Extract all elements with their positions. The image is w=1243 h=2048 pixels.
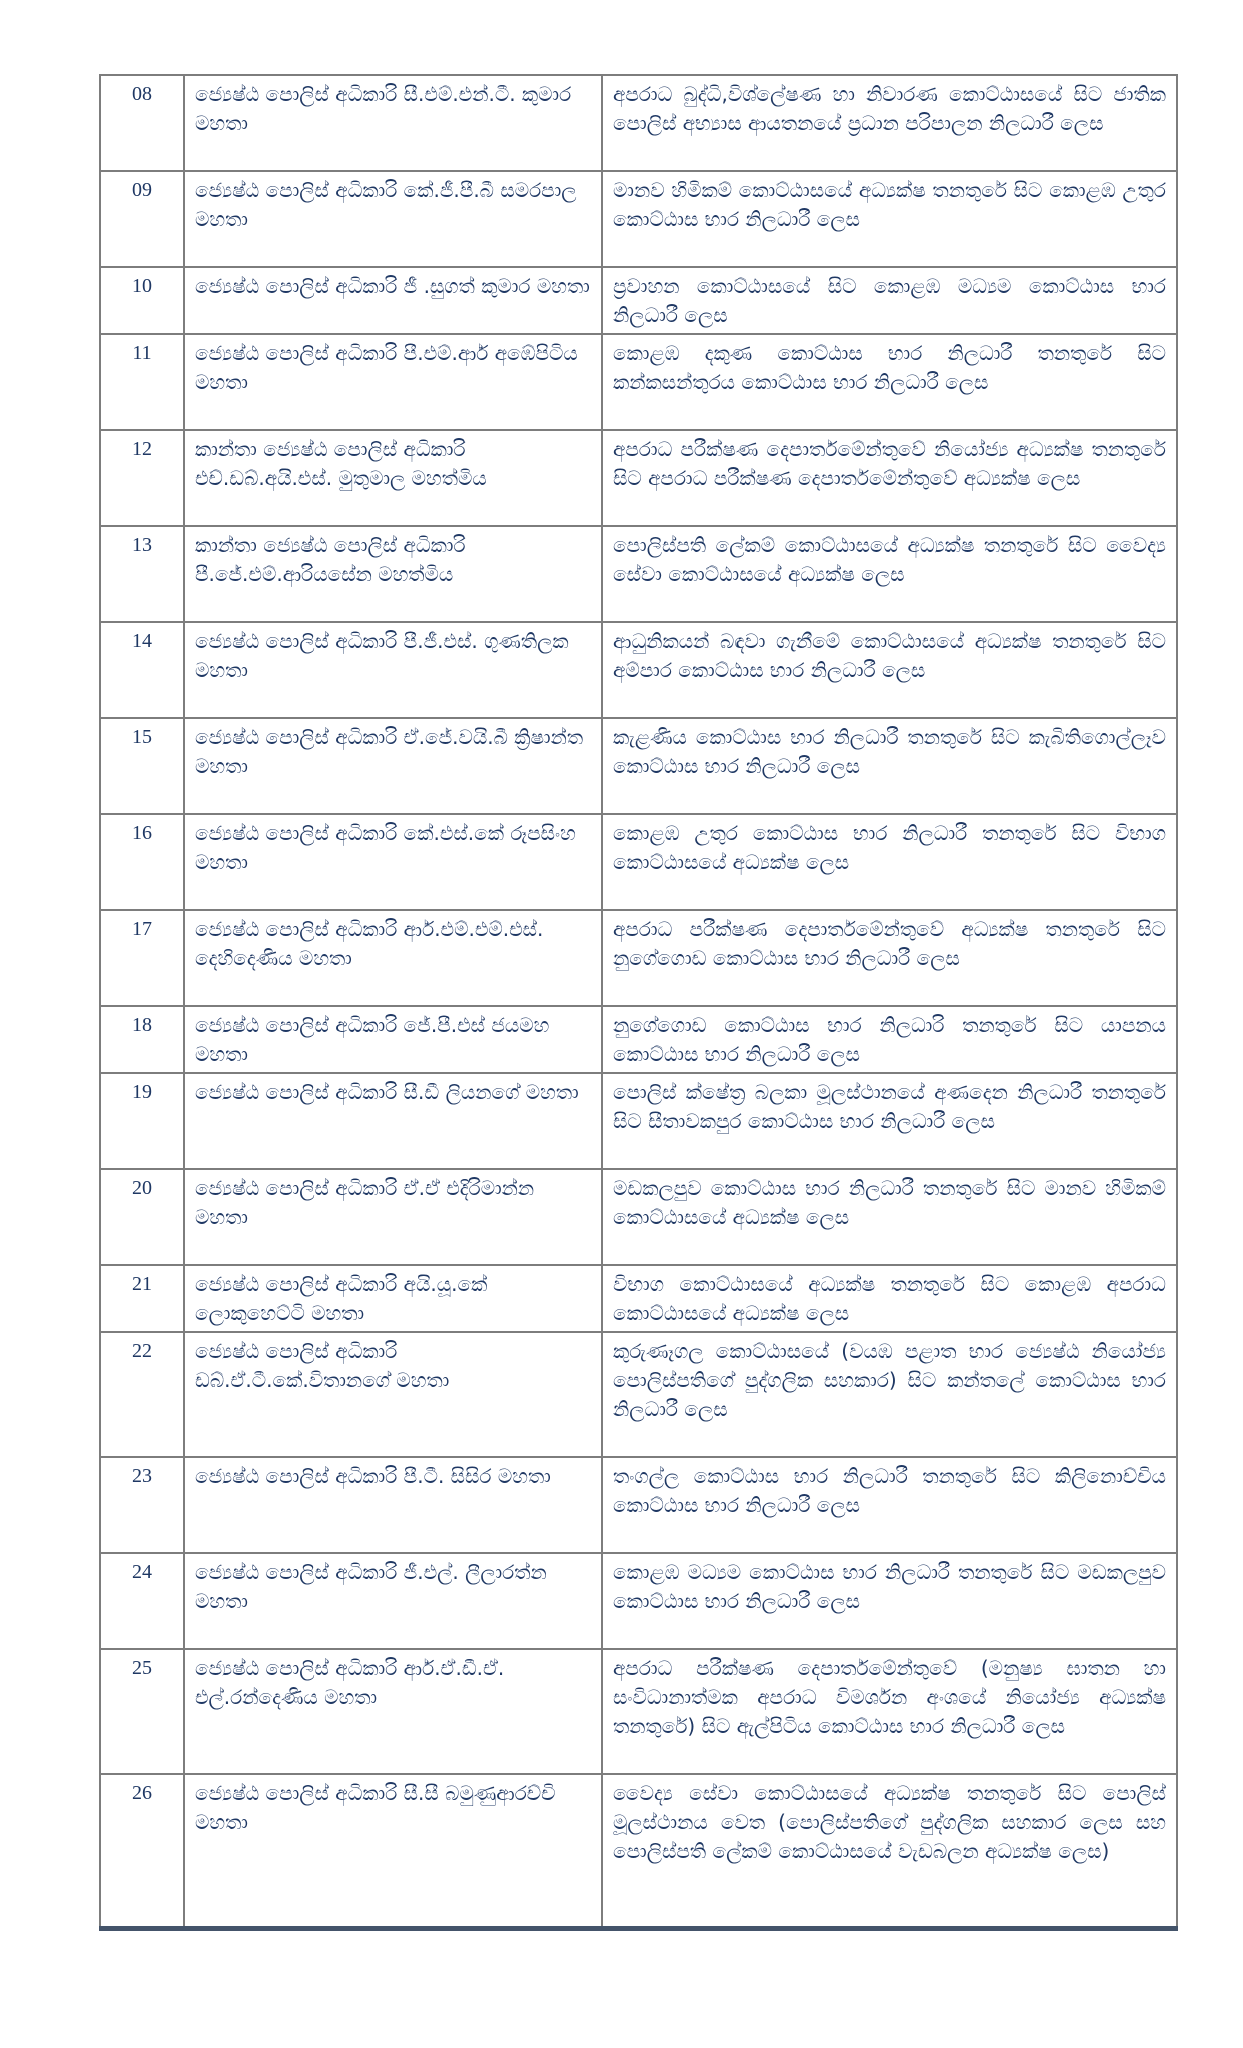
officer-name: ජ්‍යෙෂ්ඨ පොලිස් අධිකාරි පී.එම්.ආර් අඹේපිටිය මහතා <box>184 334 602 430</box>
officer-name: ජ්‍යෙෂ්ඨ පොලිස් අධිකාරි සී.ඩී ලියනගේ මහතා <box>184 1073 602 1169</box>
officer-name: ජ්‍යෙෂ්ඨ පොලිස් අධිකාරි අයි.යූ.කේ ලොකුහෙට්ටි මහතා <box>184 1265 602 1332</box>
transfer-detail: අපරාධ බුද්ධි,විශ්ලේෂණ හා නිවාරණ කොට්ඨාසයේ සිට ජාතික පොලිස් අභ්‍යාස ආයතනයේ ප්‍රධාන පරිපාලන නිලධාරී ලෙස <box>602 75 1177 171</box>
row-number: 19 <box>100 1073 184 1169</box>
table-row <box>100 1553 1177 1649</box>
table-row <box>100 1774 1177 1928</box>
transfer-detail: මානව හිමිකම් කොට්ඨාසයේ අධ්‍යක්ෂ තනතුරේ සිට කොළඹ උතුර කොට්ඨාස භාර නිලධාරී ලෙස <box>602 171 1177 267</box>
transfer-detail: අපරාධ පරීක්ෂණ දෙපාර්තමේන්තුවේ (මනුෂ්‍ය ඝාතන හා සංවිධානාත්මක අපරාධ විමර්ශන අංශයේ නියෝජ්‍ය අධ්‍යක්ෂ තනතුරේ) සිට ඇල්පිටිය කොට්ඨාස භාර නිලධාරී ලෙස <box>602 1649 1177 1774</box>
row-number: 20 <box>100 1169 184 1265</box>
table-row <box>100 267 1177 334</box>
officer-name: කාන්තා ජ්‍යෙෂ්ඨ පොලිස් අධිකාරි එච්.ඩබ්.අයි.එස්. මුතුමාල මහත්මිය <box>184 430 602 526</box>
row-number: 15 <box>100 718 184 814</box>
transfer-detail: අපරාධ පරීක්ෂණ දෙපාර්තමේන්තුවේ අධ්‍යක්ෂ තනතුරේ සිට නුගේගොඩ කොට්ඨාස භාර නිලධාරී ලෙස <box>602 910 1177 1006</box>
officer-name: කාන්තා ජ්‍යෙෂ්ඨ පොලිස් අධිකාරි පී.ජේ.එම්.ආරියසේන මහත්මිය <box>184 526 602 622</box>
officer-name: ජ්‍යෙෂ්ඨ පොලිස් අධිකාරි ආර්.ඒ.ඩී.ඒ. එල්.රන්දෙණිය මහතා <box>184 1649 602 1774</box>
table-body <box>100 75 1177 1928</box>
table-row <box>100 1006 1177 1073</box>
row-number: 26 <box>100 1774 184 1928</box>
row-number: 23 <box>100 1457 184 1553</box>
row-number: 24 <box>100 1553 184 1649</box>
officer-name: ජ්‍යෙෂ්ඨ පොලිස් අධිකාරි ඒ.ජේ.වයි.බී ක්‍රිෂාන්ත මහතා <box>184 718 602 814</box>
table-row <box>100 718 1177 814</box>
transfer-detail: පොලිස් ක්ෂේත්‍ර බලකා මූලස්ථානයේ අණදෙන නිලධාරී තනතුරේ සිට සීතාවකපුර කොට්ඨාස භාර නිලධාරී ලෙස <box>602 1073 1177 1169</box>
table-row <box>100 1649 1177 1774</box>
row-number: 21 <box>100 1265 184 1332</box>
transfer-detail: පොලිස්පති ලේකම් කොට්ඨාසයේ අධ්‍යක්ෂ තනතුරේ සිට වෛද්‍ය සේවා කොට්ඨාසයේ අධ්‍යක්ෂ ලෙස <box>602 526 1177 622</box>
officer-name: ජ්‍යෙෂ්ඨ පොලිස් අධිකාරි සී.එම්.එන්.ටී. කුමාර මහතා <box>184 75 602 171</box>
transfer-detail: කුරුණෑගල කොට්ඨාසයේ (වයඹ පළාත භාර ජ්‍යෙෂ්ඨ නියෝජ්‍ය පොලිස්පතිගේ පුද්ගලික සහකාර) සිට කන්තලේ කොට්ඨාස භාර නිලධාරී ලෙස <box>602 1332 1177 1457</box>
table-row <box>100 1169 1177 1265</box>
table-row <box>100 1332 1177 1457</box>
transfer-detail: වෛද්‍ය සේවා කොට්ඨාසයේ අධ්‍යක්ෂ තනතුරේ සිට පොලිස් මූලස්ථානය වෙත (පොලිස්පතිගේ පුද්ගලික සහකාර ලෙස සහ පොලිස්පති ලේකම් කොට්ඨාසයේ වැඩබලන අධ්‍යක්ෂ ලෙස) <box>602 1774 1177 1928</box>
table-row <box>100 526 1177 622</box>
transfer-detail: ආධුනිකයන් බඳවා ගැනීමේ කොට්ඨාසයේ අධ්‍යක්ෂ තනතුරේ සිට අම්පාර කොට්ඨාස භාර නිලධාරී ලෙස <box>602 622 1177 718</box>
transfer-detail: මඩකලපුව කොට්ඨාස භාර නිලධාරී තනතුරේ සිට මානව හිමිකම් කොට්ඨාසයේ අධ්‍යක්ෂ ලෙස <box>602 1169 1177 1265</box>
row-number: 22 <box>100 1332 184 1457</box>
row-number: 14 <box>100 622 184 718</box>
officer-name: ජ්‍යෙෂ්ඨ පොලිස් අධිකාරි කේ.ජී.පී.බී සමරපාල මහතා <box>184 171 602 267</box>
officer-name: ජ්‍යෙෂ්ඨ පොලිස් අධිකාරි පී.ජී.එස්. ගුණතිලක මහතා <box>184 622 602 718</box>
table-row <box>100 430 1177 526</box>
table-row <box>100 622 1177 718</box>
table-row <box>100 1265 1177 1332</box>
row-number: 13 <box>100 526 184 622</box>
officer-name: ජ්‍යෙෂ්ඨ පොලිස් අධිකාරි ඒ.ඒ එදිරිමාන්න මහතා <box>184 1169 602 1265</box>
transfer-detail: තංගල්ල කොට්ඨාස භාර නිලධාරී තනතුරේ සිට කිලිනොච්චිය කොට්ඨාස භාර නිලධාරී ලෙස <box>602 1457 1177 1553</box>
row-number: 08 <box>100 75 184 171</box>
transfer-detail: කොළඹ දකුණ කොට්ඨාස භාර නිලධාරී තනතුරේ සිට කන්කසන්තුරය කොට්ඨාස භාර නිලධාරී ලෙස <box>602 334 1177 430</box>
transfer-detail: කැළණිය කොට්ඨාස භාර නිලධාරී තනතුරේ සිට කැබිතිගොල්ලෑව කොට්ඨාස භාර නිලධාරී ලෙස <box>602 718 1177 814</box>
transfer-detail: නුගේගොඩ කොට්ඨාස භාර නිලධාරි තනතුරේ සිට යාපනය කොට්ඨාස භාර නිලධාරී ලෙස <box>602 1006 1177 1073</box>
row-number: 17 <box>100 910 184 1006</box>
officer-name: ජ්‍යෙෂ්ඨ පොලිස් අධිකාරි ජී.එල්. ලීලාරත්න මහතා <box>184 1553 602 1649</box>
transfer-detail: කොළඹ උතුර කොට්ඨාස භාර නිලධාරී තනතුරේ සිට විභාග කොට්ඨාසයේ අධ්‍යක්ෂ ලෙස <box>602 814 1177 910</box>
table-row <box>100 814 1177 910</box>
table-row <box>100 1073 1177 1169</box>
officer-name: ජ්‍යෙෂ්ඨ පොලිස් අධිකාරි සී.සී බමුණුආරච්චි මහතා <box>184 1774 602 1928</box>
officer-name: ජ්‍යෙෂ්ඨ පොලිස් අධිකාරි ඩබ්.ඒ.ටී.කේ.විතානගේ මහතා <box>184 1332 602 1457</box>
row-number: 18 <box>100 1006 184 1073</box>
row-number: 09 <box>100 171 184 267</box>
transfer-detail: කොළඹ මධ්‍යම කොට්ඨාස භාර නිලධාරී තනතුරේ සිට මඩකලපුව කොට්ඨාස භාර නිලධාරී ලෙස <box>602 1553 1177 1649</box>
officer-name: ජ්‍යෙෂ්ඨ පොලිස් අධිකාරි ආර්.එම්.එම්.එස්. දෙහිදෙණිය මහතා <box>184 910 602 1006</box>
police-transfers-table <box>99 74 1178 1931</box>
row-number: 12 <box>100 430 184 526</box>
row-number: 16 <box>100 814 184 910</box>
table-row <box>100 910 1177 1006</box>
row-number: 25 <box>100 1649 184 1774</box>
table-row <box>100 171 1177 267</box>
officer-name: ජ්‍යෙෂ්ඨ පොලිස් අධිකාරි පී.ටී. සිසිර මහතා <box>184 1457 602 1553</box>
table-row <box>100 75 1177 171</box>
row-number: 11 <box>100 334 184 430</box>
row-number: 10 <box>100 267 184 334</box>
officer-name: ජ්‍යෙෂ්ඨ පොලිස් අධිකාරි කේ.එස්.කේ රූපසිංහ මහතා <box>184 814 602 910</box>
transfer-detail: ප්‍රවාහන කොට්ඨාසයේ සිට කොළඹ මධ්‍යම කොට්ඨාස භාර නිලධාරී ලෙස <box>602 267 1177 334</box>
transfer-detail: අපරාධ පරීක්ෂණ දෙපාර්තමේන්තුවේ නියෝජ්‍ය අධ්‍යක්ෂ තනතුරේ සිට අපරාධ පරීක්ෂණ දෙපාර්තමේන්තුවේ අධ්‍යක්ෂ ලෙස <box>602 430 1177 526</box>
table-row <box>100 1457 1177 1553</box>
transfer-detail: විභාග කොට්ඨාසයේ අධ්‍යක්ෂ තනතුරේ සිට කොළඹ අපරාධ කොට්ඨාසයේ අධ්‍යක්ෂ ලෙස <box>602 1265 1177 1332</box>
officer-name: ජ්‍යෙෂ්ඨ පොලිස් අධිකාරි ජී .සුගත් කුමාර මහතා <box>184 267 602 334</box>
officer-name: ජ්‍යෙෂ්ඨ පොලිස් අධිකාරි ජේ.පී.එස් ජයමහ මහතා <box>184 1006 602 1073</box>
table-row <box>100 334 1177 430</box>
